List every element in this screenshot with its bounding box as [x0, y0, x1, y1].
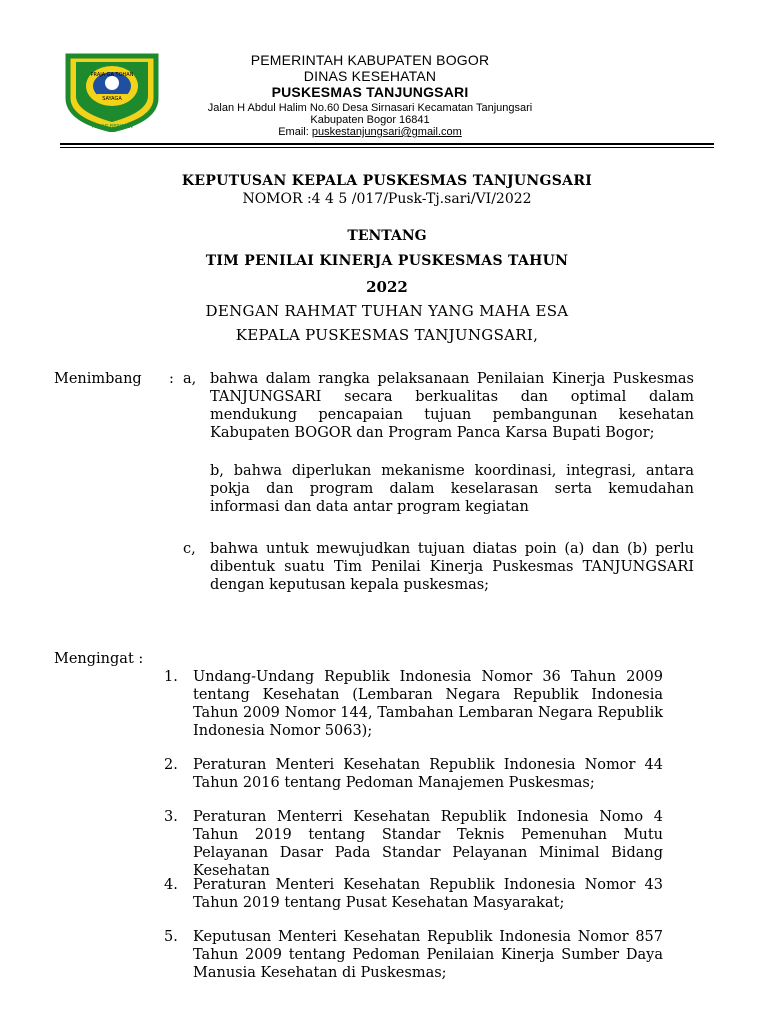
menimbang-c-label: c,: [183, 541, 196, 557]
letterhead-puskesmas: PUSKESMAS TANJUNGSARI: [271, 84, 469, 100]
mengingat-label: Mengingat :: [54, 651, 144, 667]
decree-title: KEPUTUSAN KEPALA PUSKESMAS TANJUNGSARI: [181, 173, 593, 189]
menimbang-label: Menimbang: [54, 371, 142, 387]
preamble-kepala: KEPALA PUSKESMAS TANJUNGSARI,: [235, 326, 539, 344]
tentang-heading: TENTANG: [347, 228, 427, 244]
letterhead-government: PEMERINTAH KABUPATEN BOGOR: [250, 52, 490, 68]
menimbang-c-text: bahwa untuk mewujudkan tujuan diatas poin (a) dan (b) perlu dibentuk suatu Tim Penilai Kinerja Puskesmas TANJUNGSARI dengan keputusan kepala puskesmas;: [210, 541, 694, 593]
letterhead-address: Jalan H Abdul Halim No.60 Desa Sirnasari Kecamatan Tanjungsari: [207, 102, 533, 114]
list-item: Keputusan Menteri Kesehatan Republik Indonesia Nomor 857 Tahun 2009 tentang Pedoman Penilaian Kinerja Sumber Daya Manusia Kesehatan di Puskesmas;: [193, 929, 663, 981]
bogor-regency-logo: [64, 50, 160, 132]
list-item-number: 2.: [164, 757, 178, 773]
header-rule-thick: [60, 143, 714, 145]
svg-text:PRAJA GA TOHAN: PRAJA GA TOHAN: [90, 72, 134, 78]
email-link[interactable]: puskestanjungsari@gmail.com: [311, 126, 462, 138]
decree-year: 2022: [366, 278, 408, 296]
decree-number: NOMOR :4 4 5 /017/Pusk-Tj.sari/VI/2022: [242, 191, 532, 207]
list-item: Undang-Undang Republik Indonesia Nomor 36 Tahun 2009 tentang Kesehatan (Lembaran Negara Republik Indonesia Tahun 2009 Nomor 144, Tambahan Lembaran Negara Republik Indonesia Nomor 5063);: [193, 669, 663, 739]
menimbang-a-text: bahwa dalam rangka pelaksanaan Penilaian Kinerja Puskesmas TANJUNGSARI secara berkualitas dan optimal dalam mendukung pencapaian tujuan pembangunan kesehatan Kabupaten BOGOR dan Program Panca Karsa Bupati Bogor;: [210, 371, 694, 441]
svg-text:TEGAR BERIMAN: TEGAR BERIMAN: [91, 124, 133, 130]
svg-text:SAYAGA: SAYAGA: [102, 96, 122, 102]
list-item: Peraturan Menteri Kesehatan Republik Indonesia Nomor 43 Tahun 2019 tentang Pusat Kesehatan Masyarakat;: [193, 877, 663, 911]
menimbang-a-label: a,: [183, 371, 197, 387]
header-rule-thin: [60, 147, 714, 148]
list-item-number: 4.: [164, 877, 178, 893]
list-item: Peraturan Menteri Kesehatan Republik Indonesia Nomor 44 Tahun 2016 tentang Pedoman Manajemen Puskesmas;: [193, 757, 663, 791]
letterhead-email: [190, 126, 550, 138]
letterhead-department: DINAS KESEHATAN: [303, 68, 437, 84]
list-item: Peraturan Menterri Kesehatan Republik Indonesia Nomo 4 Tahun 2019 tentang Standar Teknis Pemenuhan Mutu Pelayanan Dasar Pada Standar Pelayanan Minimal Bidang Kesehatan: [193, 809, 663, 879]
list-item-number: 1.: [164, 669, 178, 685]
menimbang-b-text: b, bahwa diperlukan mekanisme koordinasi, integrasi, antara pokja dan program dalam keselarasan serta kemudahan informasi dan data antar program kegiatan: [210, 463, 694, 515]
list-item-number: 3.: [164, 809, 178, 825]
letterhead-city: Kabupaten Bogor 16841: [310, 114, 430, 126]
preamble-rahmat: DENGAN RAHMAT TUHAN YANG MAHA ESA: [205, 302, 569, 320]
email-label: Email:: [278, 126, 312, 138]
decree-subject: TIM PENILAI KINERJA PUSKESMAS TAHUN: [205, 253, 569, 269]
menimbang-colon: :: [169, 371, 174, 387]
list-item-number: 5.: [164, 929, 178, 945]
